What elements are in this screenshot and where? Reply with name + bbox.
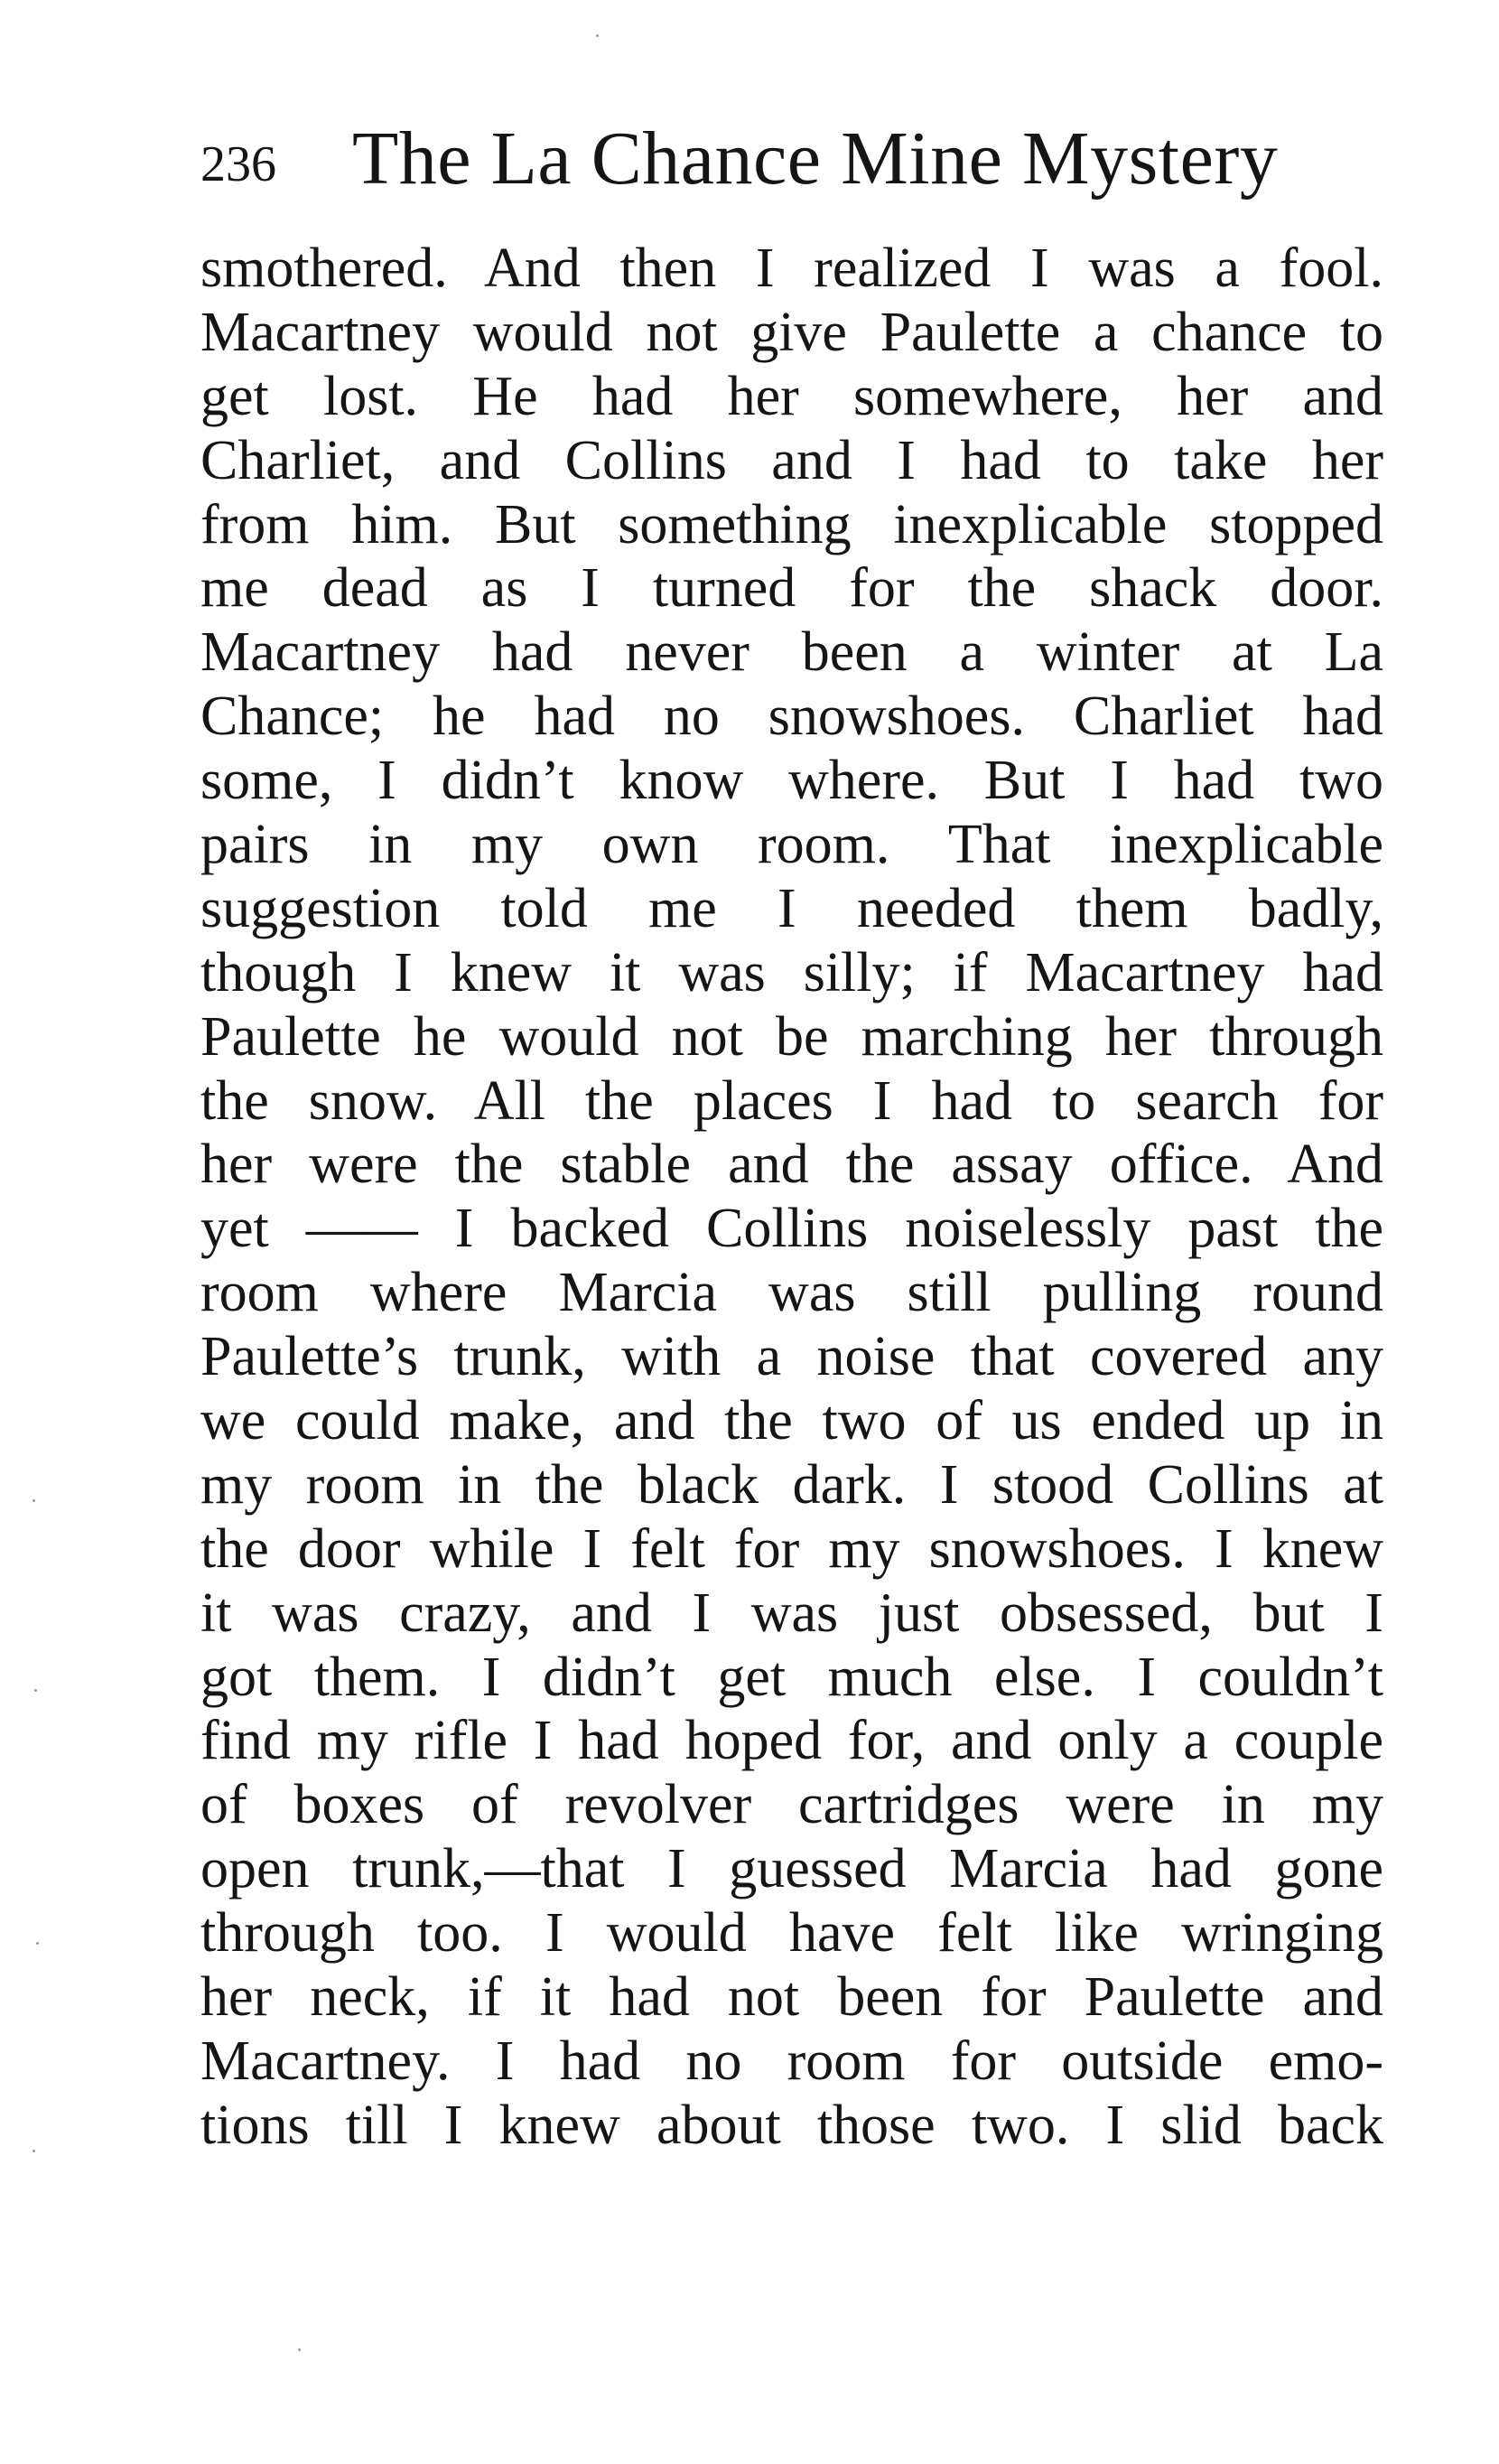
text-line: my room in the black dark. I stood Collins at <box>200 1453 1383 1516</box>
text-line: room where Marcia was still pulling round <box>200 1262 1383 1324</box>
text-line: smothered. And then I realized I was a fool. <box>200 238 1383 299</box>
text-line: Paulette’s trunk, with a noise that covered any <box>200 1326 1383 1388</box>
scan-speck <box>33 1499 35 1502</box>
page-header <box>200 116 1383 202</box>
text-line: the snow. All the places I had to search for <box>200 1069 1383 1132</box>
text-line: got them. I didn’t get much else. I couldn’t <box>200 1646 1383 1708</box>
scan-speck <box>596 34 599 37</box>
text-line: from him. But something inexplicable stopped <box>200 493 1383 555</box>
text-line: some, I didn’t know where. But I had two <box>200 750 1383 812</box>
text-line: tions till I knew about those two. I slid back <box>200 2094 1383 2156</box>
scan-speck <box>34 1689 37 1692</box>
text-line: Chance; he had no snowshoes. Charliet had <box>200 686 1383 748</box>
text-line: Macartney. I had no room for outside emo- <box>200 2030 1383 2092</box>
scan-speck <box>36 1942 39 1945</box>
text-line: yet —— I backed Collins noiselessly past the <box>200 1198 1383 1260</box>
text-line: Macartney had never been a winter at La <box>200 621 1383 684</box>
text-line: though I knew it was silly; if Macartney had <box>200 941 1383 1003</box>
text-line: of boxes of revolver cartridges were in my <box>200 1774 1383 1836</box>
scan-speck <box>298 2348 301 2351</box>
text-line: pairs in my own room. That inexplicable <box>200 814 1383 876</box>
text-line: suggestion told me I needed them badly, <box>200 877 1383 939</box>
text-line: find my rifle I had hoped for, and only a couple <box>200 1710 1383 1772</box>
text-line: her neck, if it had not been for Paulette and <box>200 1966 1383 2029</box>
page-number: 236 <box>200 136 276 192</box>
text-line: Macartney would not give Paulette a chance to <box>200 301 1383 363</box>
text-line: her were the stable and the assay office. And <box>200 1134 1383 1196</box>
text-line: we could make, and the two of us ended up in <box>200 1390 1383 1452</box>
text-line: Charliet, and Collins and I had to take her <box>200 429 1383 491</box>
body-text <box>200 237 1383 2158</box>
text-line: the door while I felt for my snowshoes. I knew <box>200 1517 1383 1580</box>
running-title: The La Chance Mine Mystery <box>352 117 1279 201</box>
text-line: open trunk,—that I guessed Marcia had gone <box>200 1838 1383 1900</box>
text-line: Paulette he would not be marching her through <box>200 1005 1383 1068</box>
scan-speck <box>33 2150 35 2152</box>
text-line: me dead as I turned for the shack door. <box>200 557 1383 620</box>
text-line: get lost. He had her somewhere, her and <box>200 365 1383 427</box>
text-line: it was crazy, and I was just obsessed, but I <box>200 1582 1383 1644</box>
text-line: through too. I would have felt like wringing <box>200 1902 1383 1965</box>
